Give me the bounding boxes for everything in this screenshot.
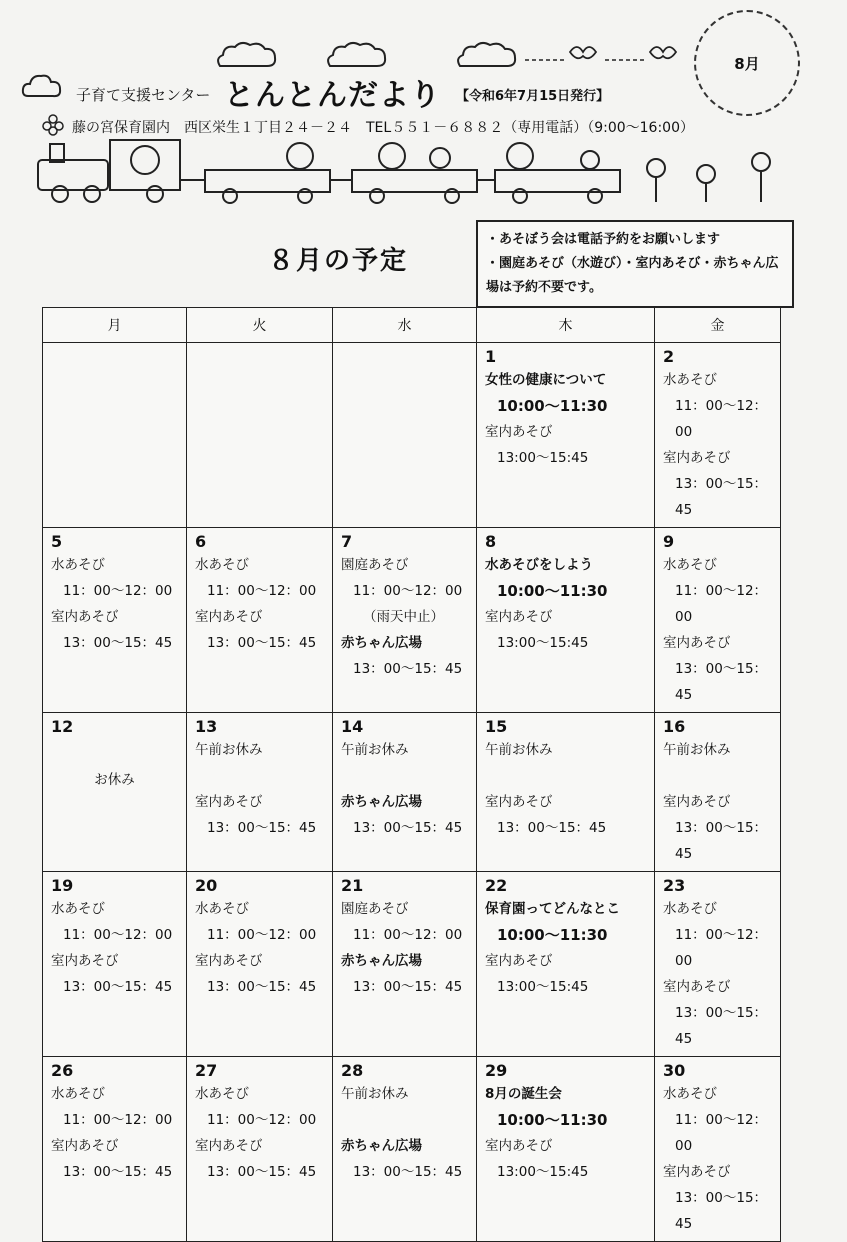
activity-label: 室内あそび	[195, 1138, 263, 1154]
train-illustration	[30, 138, 630, 206]
activity-label: 水あそび	[663, 1086, 717, 1102]
activity-label: 室内あそび	[663, 1164, 731, 1180]
activity-label: 室内あそび	[195, 794, 263, 810]
event-title: 女性の健康について	[485, 372, 607, 388]
activity-time: 13：00～15：45	[63, 979, 173, 995]
center-name: 子育て支援センター	[76, 86, 211, 104]
activity-label: 水あそび	[663, 557, 717, 573]
calendar-cell	[333, 713, 477, 872]
activity-label: 室内あそび	[195, 953, 263, 969]
activity-label: 午前お休み	[663, 742, 731, 758]
activity-time: 13：00～15：45	[675, 820, 768, 862]
calendar-cell	[333, 872, 477, 1057]
activity-time: 11：00～12：00	[63, 927, 173, 943]
activity-label: 午前お休み	[341, 742, 409, 758]
day-number: 14	[341, 717, 364, 736]
day-number: 16	[663, 717, 686, 736]
activity-label: 室内あそび	[485, 794, 553, 810]
weekday-header: 月	[43, 308, 187, 343]
calendar-cell	[655, 872, 781, 1057]
day-number: 27	[195, 1061, 218, 1080]
activity-time: 13：00～15：45	[497, 820, 607, 836]
activity-time: 13:00～15:45	[497, 979, 589, 995]
day-number: 30	[663, 1061, 686, 1080]
calendar-cell	[333, 528, 477, 713]
activity-label: 園庭あそび	[341, 901, 409, 917]
rain-cancel-note: （雨天中止）	[363, 609, 444, 625]
activity-label: 室内あそび	[663, 794, 731, 810]
activity-time: 11：00～12：00	[63, 1112, 173, 1128]
activity-label: 赤ちゃん広場	[341, 794, 422, 810]
notice-line: ・園庭あそび（水遊び）・室内あそび・赤ちゃん広場は予約不要です。	[486, 256, 779, 295]
activity-time: 13：00～15：45	[63, 635, 173, 651]
activity-label: 水あそび	[195, 557, 249, 573]
activity-time: 13：00～15：45	[207, 820, 317, 836]
day-number: 20	[195, 876, 218, 895]
activity-label: 園庭あそび	[341, 557, 409, 573]
weekday-header: 金	[655, 308, 781, 343]
calendar-cell	[655, 1057, 781, 1242]
activity-time: 13：00～15：45	[353, 820, 463, 836]
activity-label: 室内あそび	[663, 635, 731, 651]
day-number: 23	[663, 876, 686, 895]
activity-label: 室内あそび	[663, 979, 731, 995]
activity-label: 室内あそび	[663, 450, 731, 466]
day-number: 28	[341, 1061, 364, 1080]
activity-label: 室内あそび	[195, 609, 263, 625]
flowers-illustration	[636, 150, 786, 206]
day-number: 7	[341, 532, 353, 551]
weekday-header: 火	[187, 308, 333, 343]
activity-label: 赤ちゃん広場	[341, 635, 422, 651]
calendar-week	[43, 1057, 781, 1242]
calendar-cell	[477, 343, 655, 528]
flower-icon	[42, 114, 64, 136]
activity-time: 13:00～15:45	[497, 450, 589, 466]
activity-time: 11：00～12：00	[207, 583, 317, 599]
activity-time: 13：00～15：45	[353, 979, 463, 995]
activity-label: 室内あそび	[485, 1138, 553, 1154]
activity-label: 水あそび	[663, 372, 717, 388]
activity-label: 室内あそび	[485, 953, 553, 969]
event-title: 水あそびをしよう	[485, 557, 593, 573]
activity-label: 室内あそび	[485, 609, 553, 625]
activity-label: 室内あそび	[51, 609, 119, 625]
calendar-cell	[477, 528, 655, 713]
calendar-cell	[333, 1057, 477, 1242]
activity-label: 午前お休み	[195, 742, 263, 758]
day-number: 13	[195, 717, 218, 736]
day-number: 8	[485, 532, 497, 551]
activity-time: 11：00～12：00	[353, 583, 463, 599]
day-number: 2	[663, 347, 675, 366]
day-number: 29	[485, 1061, 508, 1080]
contact-address: 藤の宮保育園内 西区栄生１丁目２４－２４ TEL５５１－６８８２（専用電話）（9:00～16:00）	[72, 120, 694, 136]
activity-label: 赤ちゃん広場	[341, 953, 422, 969]
calendar-cell	[477, 1057, 655, 1242]
activity-time: 13：00～15：45	[675, 476, 768, 518]
day-number: 6	[195, 532, 207, 551]
activity-time: 13:00～15:45	[497, 1164, 589, 1180]
activity-label: 赤ちゃん広場	[341, 1138, 422, 1154]
activity-time: 13：00～15：45	[207, 1164, 317, 1180]
event-time: 10:00～11:30	[497, 397, 608, 415]
calendar-week	[43, 528, 781, 713]
activity-time: 13：00～15：45	[675, 1190, 768, 1232]
activity-label: 水あそび	[51, 1086, 105, 1102]
calendar-cell	[187, 872, 333, 1057]
day-number: 9	[663, 532, 675, 551]
activity-time: 13：00～15：45	[675, 1005, 768, 1047]
day-number: 5	[51, 532, 63, 551]
calendar-cell	[43, 528, 187, 713]
weekday-header: 水	[333, 308, 477, 343]
activity-label: 室内あそび	[51, 953, 119, 969]
weekday-header-row	[43, 308, 781, 343]
activity-label: 室内あそび	[51, 1138, 119, 1154]
activity-time: 13：00～15：45	[353, 661, 463, 677]
calendar-cell	[187, 1057, 333, 1242]
activity-time: 11：00～12：00	[675, 1112, 768, 1154]
day-number: 19	[51, 876, 74, 895]
day-number: 15	[485, 717, 508, 736]
calendar-cell	[187, 528, 333, 713]
event-time: 10:00～11:30	[497, 1111, 608, 1129]
activity-time: 13：00～15：45	[675, 661, 768, 703]
activity-label: 水あそび	[51, 557, 105, 573]
calendar-cell	[655, 343, 781, 528]
cloud-decoration	[20, 70, 64, 102]
activity-label: 水あそび	[663, 901, 717, 917]
calendar-cell-empty	[333, 343, 477, 528]
cloud-row-decoration	[215, 38, 685, 72]
activity-time: 11：00～12：00	[675, 398, 768, 440]
calendar-week	[43, 872, 781, 1057]
weekday-header: 木	[477, 308, 655, 343]
calendar-cell	[187, 713, 333, 872]
activity-time: 13:00～15:45	[497, 635, 589, 651]
activity-label: 午前お休み	[485, 742, 553, 758]
month-badge	[694, 10, 800, 116]
calendar-week	[43, 713, 781, 872]
day-number: 1	[485, 347, 497, 366]
calendar-cell	[655, 713, 781, 872]
calendar-cell-empty	[187, 343, 333, 528]
calendar-cell	[655, 528, 781, 713]
activity-time: 11：00～12：00	[353, 927, 463, 943]
notice-line: ・あそぼう会は電話予約をお願いします	[486, 232, 721, 247]
activity-time: 13：00～15：45	[353, 1164, 463, 1180]
calendar-cell	[43, 1057, 187, 1242]
activity-time: 13：00～15：45	[207, 979, 317, 995]
calendar-week	[43, 343, 781, 528]
activity-time: 11：00～12：00	[63, 583, 173, 599]
calendar-cell	[477, 713, 655, 872]
day-number: 21	[341, 876, 364, 895]
activity-label: 水あそび	[195, 901, 249, 917]
day-number: 22	[485, 876, 508, 895]
activity-label: 水あそび	[195, 1086, 249, 1102]
event-time: 10:00～11:30	[497, 582, 608, 600]
calendar-cell	[43, 872, 187, 1057]
activity-label: 午前お休み	[341, 1086, 409, 1102]
calendar-cell	[43, 713, 187, 872]
event-title: 保育園ってどんなとこ	[485, 901, 620, 917]
event-time: 10:00～11:30	[497, 926, 608, 944]
notice-box	[476, 220, 794, 308]
calendar-table	[42, 307, 781, 1242]
calendar-cell	[477, 872, 655, 1057]
month-badge-label: 8月	[734, 54, 760, 73]
activity-time: 13：00～15：45	[207, 635, 317, 651]
schedule-title: ８月の予定	[268, 246, 409, 276]
activity-label: 水あそび	[51, 901, 105, 917]
activity-time: 11：00～12：00	[675, 583, 768, 625]
day-number: 26	[51, 1061, 74, 1080]
activity-label: 室内あそび	[485, 424, 553, 440]
newsletter-title: とんとんだより	[224, 78, 441, 113]
activity-time: 11：00～12：00	[675, 927, 768, 969]
day-number: 12	[51, 717, 74, 736]
activity-time: 13：00～15：45	[63, 1164, 173, 1180]
event-title: 8月の誕生会	[485, 1086, 562, 1102]
calendar-cell-empty	[43, 343, 187, 528]
issue-date: 【令和6年7月15日発行】	[456, 89, 610, 104]
activity-time: 11：00～12：00	[207, 927, 317, 943]
closed-note: お休み	[94, 772, 135, 788]
activity-time: 11：00～12：00	[207, 1112, 317, 1128]
